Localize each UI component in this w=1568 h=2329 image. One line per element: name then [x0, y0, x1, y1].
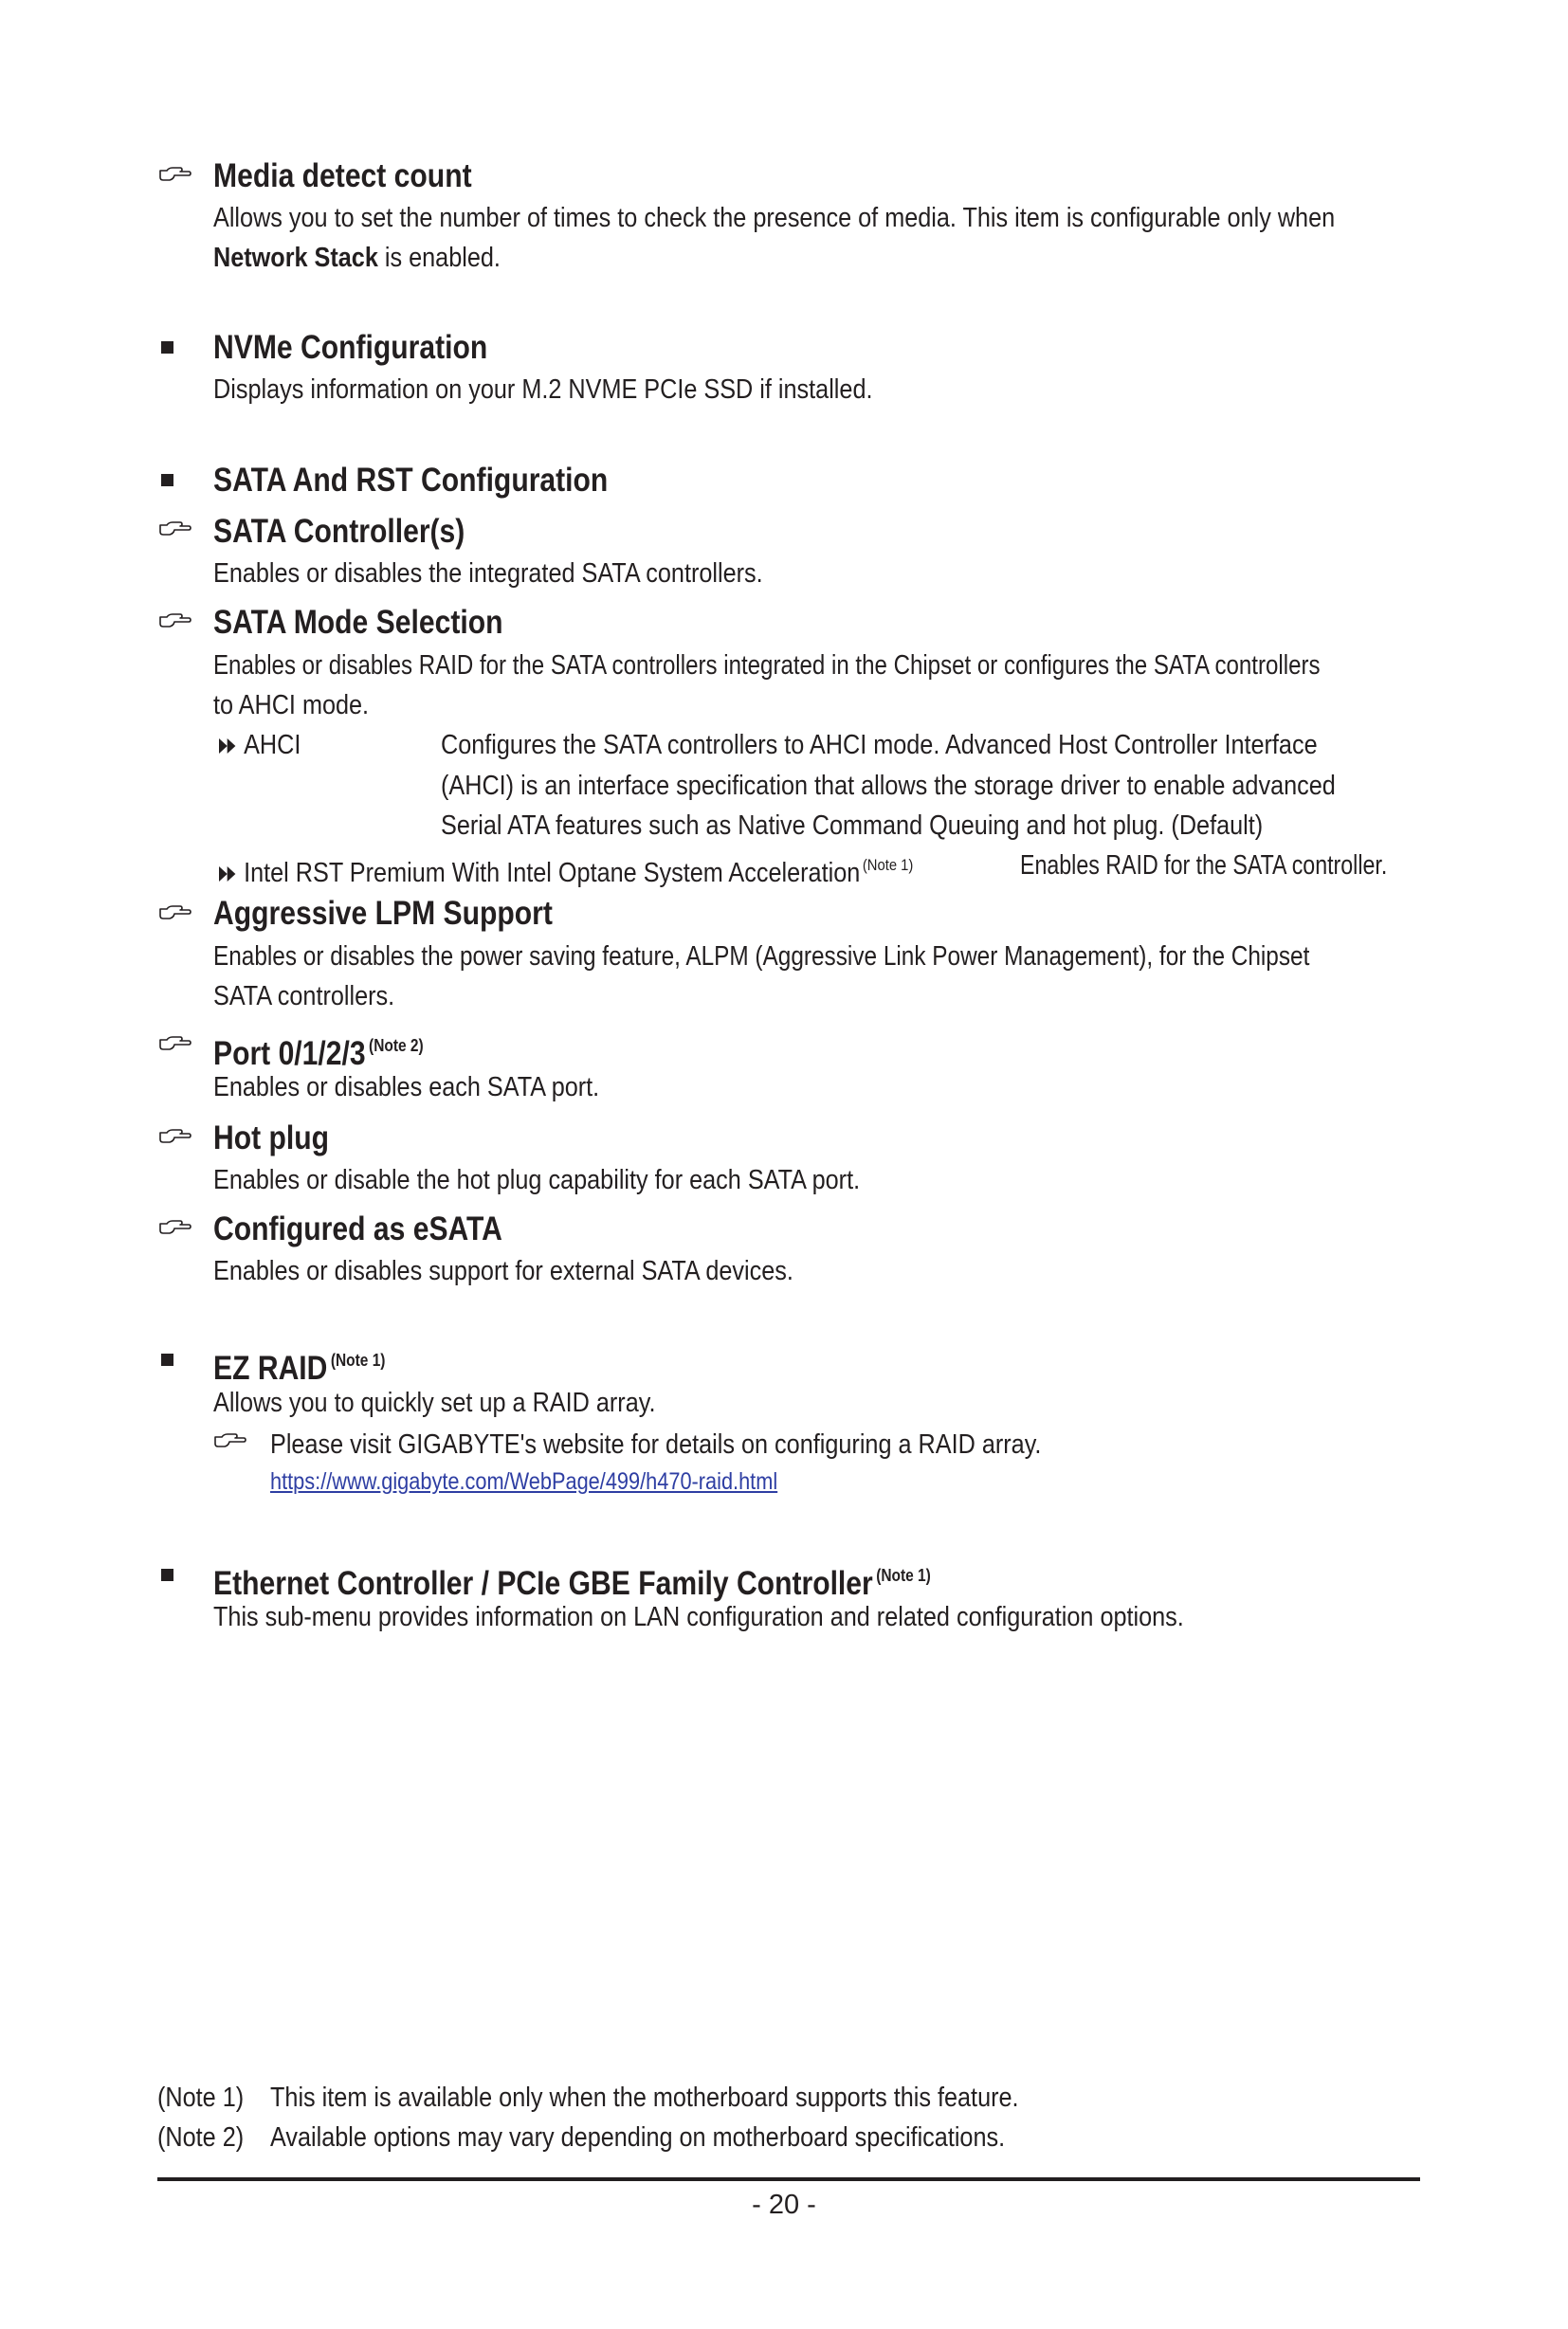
- ethernet-title-text: Ethernet Controller / PCIe GBE Family Controller: [213, 1565, 873, 1602]
- pointing-hand-icon: [159, 905, 191, 920]
- page-number: - 20 -: [752, 2190, 816, 2220]
- esata-desc: Enables or disables support for external SATA devices.: [213, 1256, 793, 1286]
- sata-mode-desc-line2: to AHCI mode.: [213, 690, 370, 720]
- section-title-ethernet-controller: [213, 1556, 931, 1603]
- option-ahci: [219, 725, 301, 765]
- item-title-configured-as-esata: Configured as eSATA: [213, 1210, 502, 1247]
- ez-raid-tip: Please visit GIGABYTE's website for details on configuring a RAID array.: [270, 1429, 1042, 1460]
- sata-mode-desc-line1: Enables or disables RAID for the SATA controllers integrated in the Chipset or configures the SATA controllers: [213, 650, 1321, 681]
- port-desc: Enables or disables each SATA port.: [213, 1072, 600, 1102]
- item-title-aggressive-lpm-support: Aggressive LPM Support: [213, 895, 553, 932]
- square-bullet-icon: [161, 1569, 173, 1581]
- note-1-ref: (Note 1): [876, 1566, 931, 1585]
- square-bullet-icon: [161, 341, 173, 354]
- section-title-nvme-configuration: NVMe Configuration: [213, 329, 488, 366]
- sata-controllers-desc: Enables or disables the integrated SATA controllers.: [213, 558, 763, 589]
- intel-rst-desc: Enables RAID for the SATA controller.: [1020, 850, 1388, 881]
- pointing-hand-icon: [159, 521, 191, 537]
- ethernet-desc: This sub-menu provides information on LAN configuration and related configuration options.: [213, 1602, 1184, 1632]
- ahci-desc-line1: Configures the SATA controllers to AHCI mode. Advanced Host Controller Interface: [441, 730, 1318, 760]
- section-title-sata-rst-configuration: SATA And RST Configuration: [213, 462, 609, 499]
- item-title-hot-plug: Hot plug: [213, 1119, 330, 1156]
- ez-raid-link[interactable]: [270, 1466, 777, 1497]
- port-title-text: Port 0/1/2/3: [213, 1035, 366, 1072]
- pointing-hand-icon: [159, 1036, 191, 1051]
- footnote-1-label: (Note 1): [157, 2083, 245, 2113]
- option-intel-rst: [219, 846, 913, 893]
- double-arrow-icon: [219, 738, 239, 754]
- pointing-hand-icon: [159, 167, 191, 182]
- footnote-2-label: (Note 2): [157, 2122, 245, 2153]
- pointing-hand-icon: [159, 613, 191, 628]
- pointing-hand-icon: [159, 1220, 191, 1235]
- section-title-ez-raid: [213, 1341, 385, 1388]
- network-stack-term: Network Stack: [213, 243, 378, 273]
- ahci-desc-line2: (AHCI) is an interface specification that allows the storage driver to enable advanced: [441, 771, 1336, 801]
- media-detect-desc-line1: Allows you to set the number of times to check the presence of media. This item is configurable only when: [213, 203, 1336, 233]
- nvme-desc: Displays information on your M.2 NVME PCIe SSD if installed.: [213, 374, 873, 405]
- media-detect-desc-line2: [213, 238, 501, 278]
- alpm-desc-line2: SATA controllers.: [213, 981, 395, 1011]
- footnote-1-text: This item is available only when the motherboard supports this feature.: [270, 2083, 1019, 2113]
- section-title-media-detect-count: Media detect count: [213, 157, 472, 194]
- ahci-desc-line3: Serial ATA features such as Native Command Queuing and hot plug. (Default): [441, 810, 1264, 841]
- note-1-ref: (Note 1): [330, 1351, 386, 1370]
- media-detect-desc-line2-rest: is enabled.: [377, 243, 501, 273]
- double-arrow-icon: [219, 866, 239, 882]
- note-1-ref: (Note 1): [862, 856, 914, 874]
- alpm-desc-line1: Enables or disables the power saving feature, ALPM (Aggressive Link Power Management), for the Chipset: [213, 941, 1310, 972]
- footnote-2-text: Available options may vary depending on motherboard specifications.: [270, 2122, 1006, 2153]
- ez-raid-desc: Allows you to quickly set up a RAID array.: [213, 1388, 656, 1418]
- hot-plug-desc: Enables or disable the hot plug capability for each SATA port.: [213, 1165, 861, 1195]
- footer-rule: [157, 2177, 1420, 2181]
- note-2-ref: (Note 2): [369, 1036, 424, 1055]
- raid-guide-link[interactable]: https://www.gigabyte.com/WebPage/499/h470-raid.html: [270, 1468, 778, 1495]
- square-bullet-icon: [161, 1354, 173, 1366]
- item-title-sata-mode-selection: SATA Mode Selection: [213, 604, 503, 641]
- square-bullet-icon: [161, 474, 173, 486]
- pointing-hand-icon: [159, 1129, 191, 1144]
- option-ahci-label: AHCI: [244, 730, 301, 760]
- ez-raid-title-text: EZ RAID: [213, 1350, 328, 1387]
- option-intel-rst-label: Intel RST Premium With Intel Optane System Acceleration: [244, 858, 861, 888]
- item-title-sata-controllers: SATA Controller(s): [213, 513, 465, 550]
- item-title-port: [213, 1027, 424, 1073]
- pointing-hand-icon: [214, 1433, 246, 1448]
